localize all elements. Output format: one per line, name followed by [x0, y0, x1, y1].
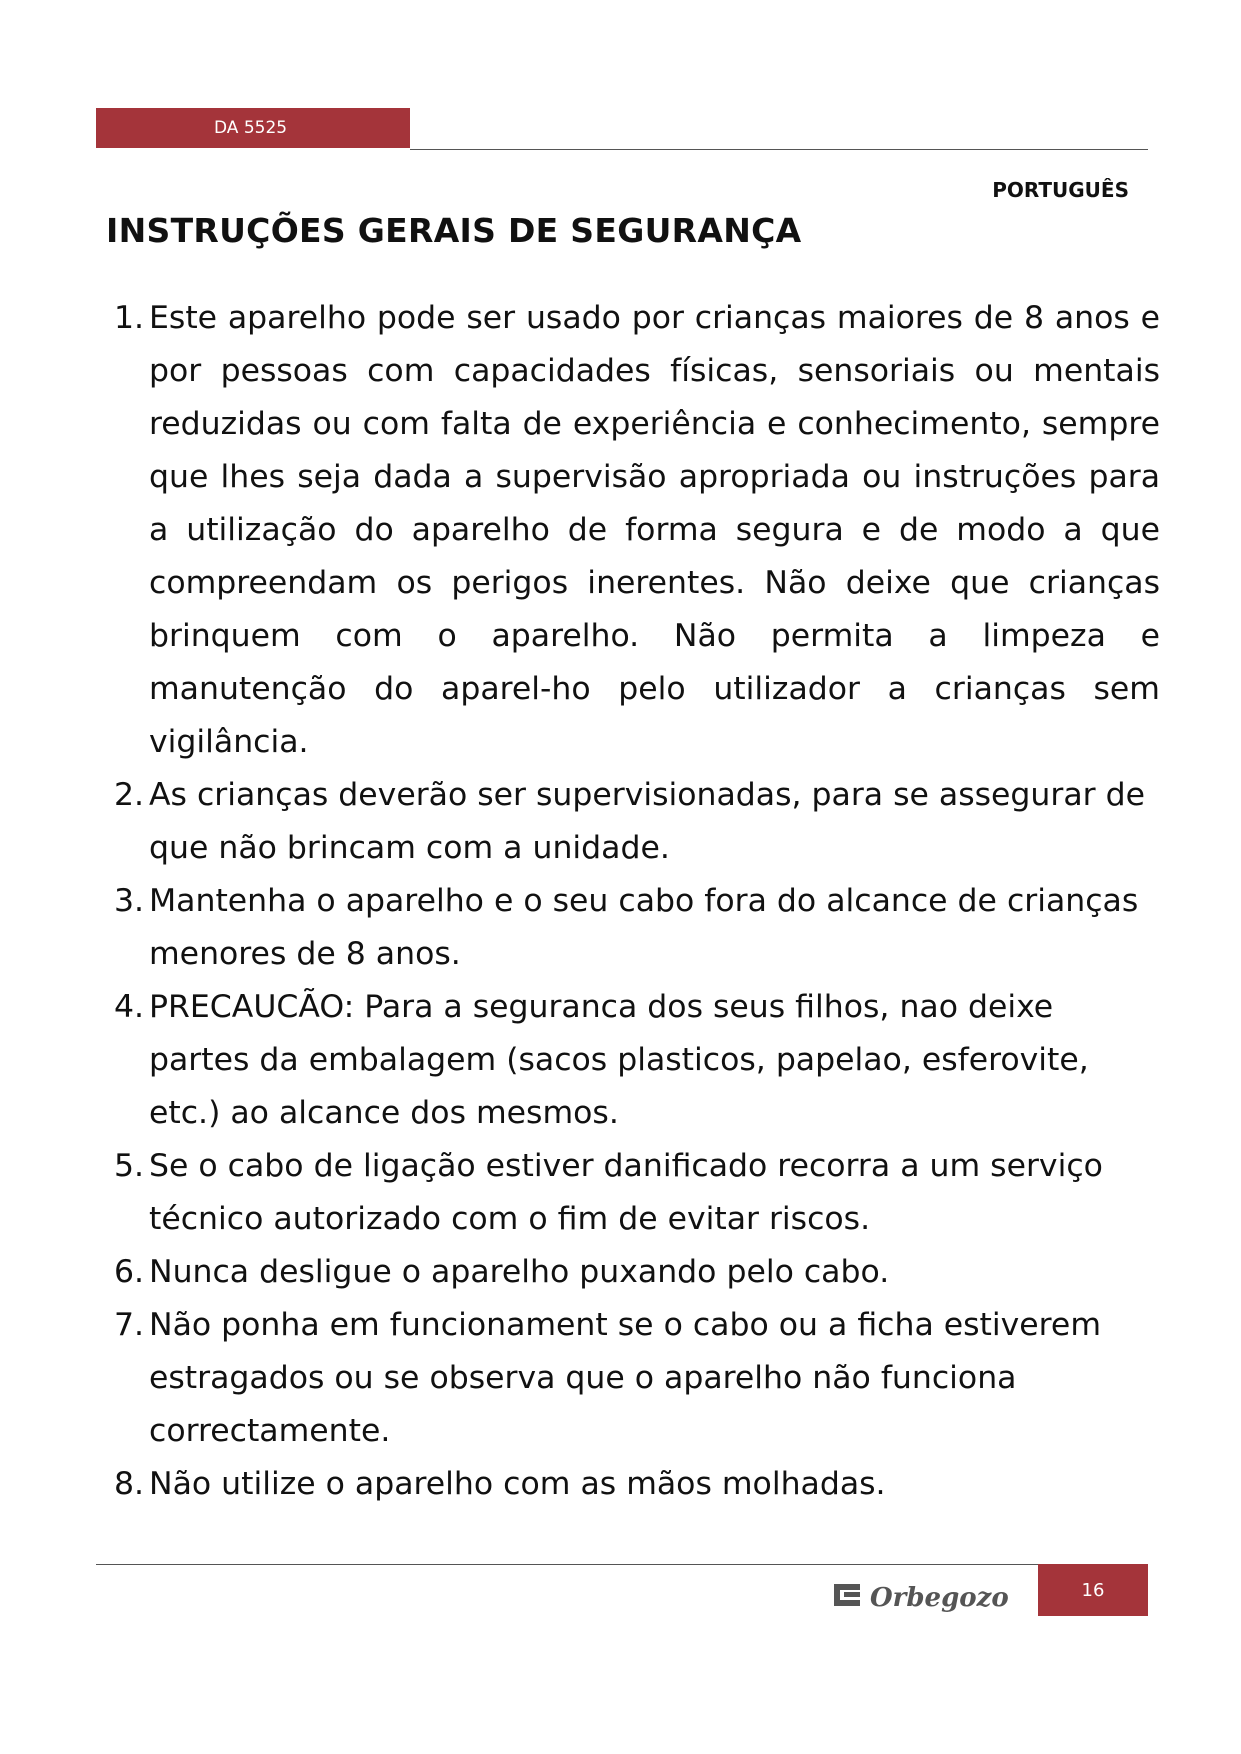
instruction-text: Mantenha o aparelho e o seu cabo fora do alcance de crianças menores de 8 anos.	[149, 883, 1139, 972]
footer-divider	[96, 1564, 1038, 1565]
language-label: PORTUGUÊS	[992, 178, 1129, 202]
header-divider	[410, 149, 1148, 150]
safety-instructions-list	[114, 292, 1160, 1511]
page-title: INSTRUÇÕES GERAIS DE SEGURANÇA	[106, 211, 802, 250]
instruction-item	[114, 1299, 1160, 1458]
instruction-number: 8.	[114, 1466, 145, 1502]
orbegozo-logo	[834, 1576, 1024, 1614]
instruction-number: 6.	[114, 1254, 145, 1290]
instruction-item	[114, 875, 1160, 981]
instruction-number: 3.	[114, 883, 145, 919]
instruction-item	[114, 292, 1160, 769]
instruction-item	[114, 1458, 1160, 1511]
instruction-number: 4.	[114, 989, 145, 1025]
instruction-text: Este aparelho pode ser usado por crianças maiores de 8 anos e por pessoas com capacidades físicas, sensoriais ou mentais reduzidas ou com falta de experiência e conhecimento, sempre que lhes seja dada a supervisão apropriada ou instruções para a utilização do aparelho de forma segura e de modo a que compreendam os perigos inerentes. Não deixe que crianças brinquem com o aparelho. Não permita a limpeza e manutenção do aparel-ho pelo utilizador a crianças sem vigilância.	[149, 300, 1160, 760]
instruction-text: As crianças deverão ser supervisionadas, para se assegurar de que não brincam com a unidade.	[149, 777, 1145, 866]
instruction-text: PRECAUCÃO: Para a seguranca dos seus filhos, nao deixe partes da embalagem (sacos plasticos, papelao, esferovite, etc.) ao alcance dos mesmos.	[149, 989, 1089, 1131]
instruction-text: Se o cabo de ligação estiver danificado recorra a um serviço técnico autorizado com o fim de evitar riscos.	[149, 1148, 1103, 1237]
instruction-number: 5.	[114, 1148, 145, 1184]
brand-name-logotype: Orbegozo	[870, 1583, 1009, 1613]
instruction-text: Não utilize o aparelho com as mãos molhadas.	[149, 1466, 886, 1502]
model-label: DA 5525	[96, 108, 410, 148]
instruction-number: 2.	[114, 777, 145, 813]
instruction-item	[114, 981, 1160, 1140]
instruction-text: Nunca desligue o aparelho puxando pelo cabo.	[149, 1254, 890, 1290]
instruction-item	[114, 769, 1160, 875]
instruction-item	[114, 1246, 1160, 1299]
instruction-text: Não ponha em funcionament se o cabo ou a ficha estiverem estragados ou se observa que o aparelho não funciona correctamente.	[149, 1307, 1101, 1449]
instruction-number: 1.	[114, 300, 145, 336]
page-number: 16	[1038, 1564, 1148, 1616]
instruction-item	[114, 1140, 1160, 1246]
instruction-number: 7.	[114, 1307, 145, 1343]
page-header	[0, 0, 1241, 160]
page-footer	[0, 1550, 1241, 1670]
